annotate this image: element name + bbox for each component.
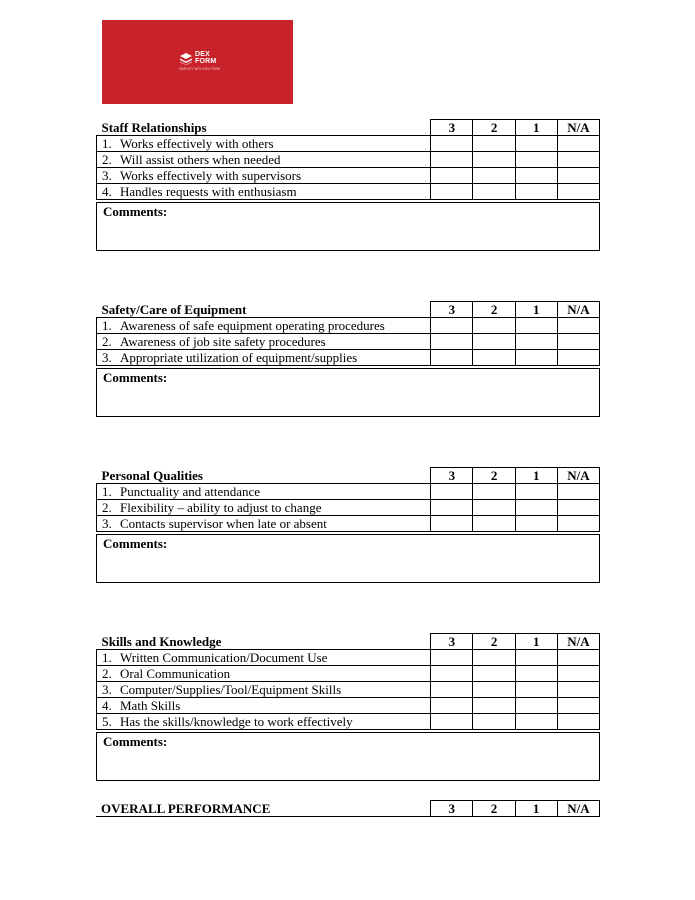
rating-header-na: N/A <box>557 120 599 136</box>
rating-header-na: N/A <box>557 468 599 484</box>
rating-cell-1[interactable] <box>515 152 557 168</box>
rating-header-1: 1 <box>515 468 557 484</box>
table-header-row <box>97 302 600 318</box>
comments-label: Comments: <box>103 536 168 551</box>
rating-cell-na[interactable] <box>557 714 599 730</box>
logo-text-form: FORM <box>195 58 217 65</box>
criterion-label: 3. Contacts supervisor when late or absent <box>97 516 431 532</box>
rating-cell-2[interactable] <box>473 516 515 532</box>
dexform-logo <box>102 20 293 104</box>
rating-header-1: 1 <box>515 120 557 136</box>
criterion-label: 2. Will assist others when needed <box>97 152 431 168</box>
rating-header-3: 3 <box>431 801 473 817</box>
criterion-label: 2. Awareness of job site safety procedures <box>97 334 431 350</box>
rating-cell-2[interactable] <box>473 666 515 682</box>
logo-tagline: SIMPLIFY WITH DEX FORM <box>179 67 221 71</box>
rating-cell-3[interactable] <box>431 168 473 184</box>
rating-cell-na[interactable] <box>557 168 599 184</box>
comments-box[interactable] <box>96 732 600 781</box>
rating-cell-3[interactable] <box>431 350 473 366</box>
rating-cell-2[interactable] <box>473 168 515 184</box>
comments-label: Comments: <box>103 734 168 749</box>
rating-cell-3[interactable] <box>431 136 473 152</box>
rating-cell-3[interactable] <box>431 650 473 666</box>
rating-cell-2[interactable] <box>473 334 515 350</box>
rating-table <box>96 633 600 730</box>
rating-cell-3[interactable] <box>431 152 473 168</box>
rating-cell-2[interactable] <box>473 318 515 334</box>
rating-cell-na[interactable] <box>557 136 599 152</box>
rating-header-3: 3 <box>431 468 473 484</box>
table-row <box>97 136 600 152</box>
rating-cell-1[interactable] <box>515 516 557 532</box>
comments-label: Comments: <box>103 370 168 385</box>
rating-cell-2[interactable] <box>473 714 515 730</box>
rating-header-2: 2 <box>473 634 515 650</box>
rating-cell-2[interactable] <box>473 698 515 714</box>
rating-cell-1[interactable] <box>515 484 557 500</box>
comments-label: Comments: <box>103 204 168 219</box>
section-title: Staff Relationships <box>97 120 431 136</box>
table-row <box>97 698 600 714</box>
criterion-label: 3. Computer/Supplies/Tool/Equipment Skills <box>97 682 431 698</box>
rating-cell-na[interactable] <box>557 350 599 366</box>
criterion-label: 1. Punctuality and attendance <box>97 484 431 500</box>
section-safety-care-of-equipment <box>96 301 600 417</box>
section-title: Skills and Knowledge <box>97 634 431 650</box>
table-row <box>97 152 600 168</box>
rating-table <box>96 800 600 817</box>
criterion-label: 4. Handles requests with enthusiasm <box>97 184 431 200</box>
rating-cell-3[interactable] <box>431 334 473 350</box>
rating-cell-2[interactable] <box>473 682 515 698</box>
rating-cell-1[interactable] <box>515 334 557 350</box>
section-title: Personal Qualities <box>97 468 431 484</box>
rating-cell-2[interactable] <box>473 152 515 168</box>
criterion-label: 2. Flexibility – ability to adjust to change <box>97 500 431 516</box>
rating-cell-3[interactable] <box>431 184 473 200</box>
stacked-documents-icon <box>179 53 193 65</box>
rating-cell-1[interactable] <box>515 500 557 516</box>
rating-table <box>96 119 600 200</box>
table-row <box>97 516 600 532</box>
criterion-label: 3. Works effectively with supervisors <box>97 168 431 184</box>
criterion-label: 5. Has the skills/knowledge to work effectively <box>97 714 431 730</box>
section-staff-relationships <box>96 119 600 251</box>
rating-header-1: 1 <box>515 801 557 817</box>
table-row <box>97 666 600 682</box>
rating-cell-na[interactable] <box>557 516 599 532</box>
table-header-row <box>96 801 600 817</box>
section-title: Safety/Care of Equipment <box>97 302 431 318</box>
table-header-row <box>97 468 600 484</box>
comments-box[interactable] <box>96 202 600 251</box>
table-row <box>97 682 600 698</box>
rating-cell-1[interactable] <box>515 350 557 366</box>
criterion-label: 1. Awareness of safe equipment operating procedures <box>97 318 431 334</box>
table-row <box>97 350 600 366</box>
rating-cell-1[interactable] <box>515 168 557 184</box>
table-row <box>97 650 600 666</box>
rating-cell-na[interactable] <box>557 318 599 334</box>
rating-cell-1[interactable] <box>515 318 557 334</box>
criterion-label: 3. Appropriate utilization of equipment/supplies <box>97 350 431 366</box>
section-title: OVERALL PERFORMANCE <box>96 801 431 817</box>
rating-cell-na[interactable] <box>557 666 599 682</box>
criterion-label: 1. Works effectively with others <box>97 136 431 152</box>
rating-header-3: 3 <box>431 634 473 650</box>
criterion-label: 4. Math Skills <box>97 698 431 714</box>
rating-cell-na[interactable] <box>557 698 599 714</box>
logo-text-dex: DEX <box>195 51 210 58</box>
rating-cell-2[interactable] <box>473 136 515 152</box>
rating-cell-1[interactable] <box>515 714 557 730</box>
comments-box[interactable] <box>96 534 600 583</box>
table-row <box>97 484 600 500</box>
rating-cell-2[interactable] <box>473 350 515 366</box>
table-row <box>97 714 600 730</box>
rating-cell-3[interactable] <box>431 666 473 682</box>
rating-cell-1[interactable] <box>515 698 557 714</box>
rating-header-2: 2 <box>473 120 515 136</box>
table-row <box>97 184 600 200</box>
rating-header-2: 2 <box>473 468 515 484</box>
rating-cell-na[interactable] <box>557 334 599 350</box>
rating-cell-3[interactable] <box>431 714 473 730</box>
rating-cell-na[interactable] <box>557 650 599 666</box>
rating-cell-2[interactable] <box>473 484 515 500</box>
rating-cell-3[interactable] <box>431 682 473 698</box>
rating-cell-na[interactable] <box>557 682 599 698</box>
rating-cell-1[interactable] <box>515 666 557 682</box>
rating-cell-1[interactable] <box>515 136 557 152</box>
section-skills-and-knowledge <box>96 633 600 781</box>
table-row <box>97 334 600 350</box>
rating-cell-1[interactable] <box>515 682 557 698</box>
rating-header-2: 2 <box>473 801 515 817</box>
rating-header-na: N/A <box>557 634 599 650</box>
rating-cell-na[interactable] <box>557 500 599 516</box>
table-header-row <box>97 120 600 136</box>
rating-cell-2[interactable] <box>473 650 515 666</box>
rating-cell-na[interactable] <box>557 152 599 168</box>
table-row <box>97 500 600 516</box>
table-header-row <box>97 634 600 650</box>
comments-box[interactable] <box>96 368 600 417</box>
rating-header-1: 1 <box>515 634 557 650</box>
section-overall-performance <box>96 800 600 817</box>
rating-cell-na[interactable] <box>557 184 599 200</box>
rating-cell-3[interactable] <box>431 500 473 516</box>
rating-table <box>96 301 600 366</box>
rating-header-3: 3 <box>431 302 473 318</box>
rating-cell-2[interactable] <box>473 184 515 200</box>
rating-cell-2[interactable] <box>473 500 515 516</box>
rating-header-2: 2 <box>473 302 515 318</box>
rating-table <box>96 467 600 532</box>
rating-header-3: 3 <box>431 120 473 136</box>
rating-cell-na[interactable] <box>557 484 599 500</box>
section-personal-qualities <box>96 467 600 583</box>
table-row <box>97 318 600 334</box>
rating-cell-3[interactable] <box>431 484 473 500</box>
rating-cell-1[interactable] <box>515 184 557 200</box>
table-row <box>97 168 600 184</box>
rating-cell-1[interactable] <box>515 650 557 666</box>
rating-header-na: N/A <box>557 801 599 817</box>
rating-cell-3[interactable] <box>431 516 473 532</box>
rating-header-na: N/A <box>557 302 599 318</box>
rating-header-1: 1 <box>515 302 557 318</box>
rating-cell-3[interactable] <box>431 318 473 334</box>
rating-cell-3[interactable] <box>431 698 473 714</box>
criterion-label: 1. Written Communication/Document Use <box>97 650 431 666</box>
criterion-label: 2. Oral Communication <box>97 666 431 682</box>
